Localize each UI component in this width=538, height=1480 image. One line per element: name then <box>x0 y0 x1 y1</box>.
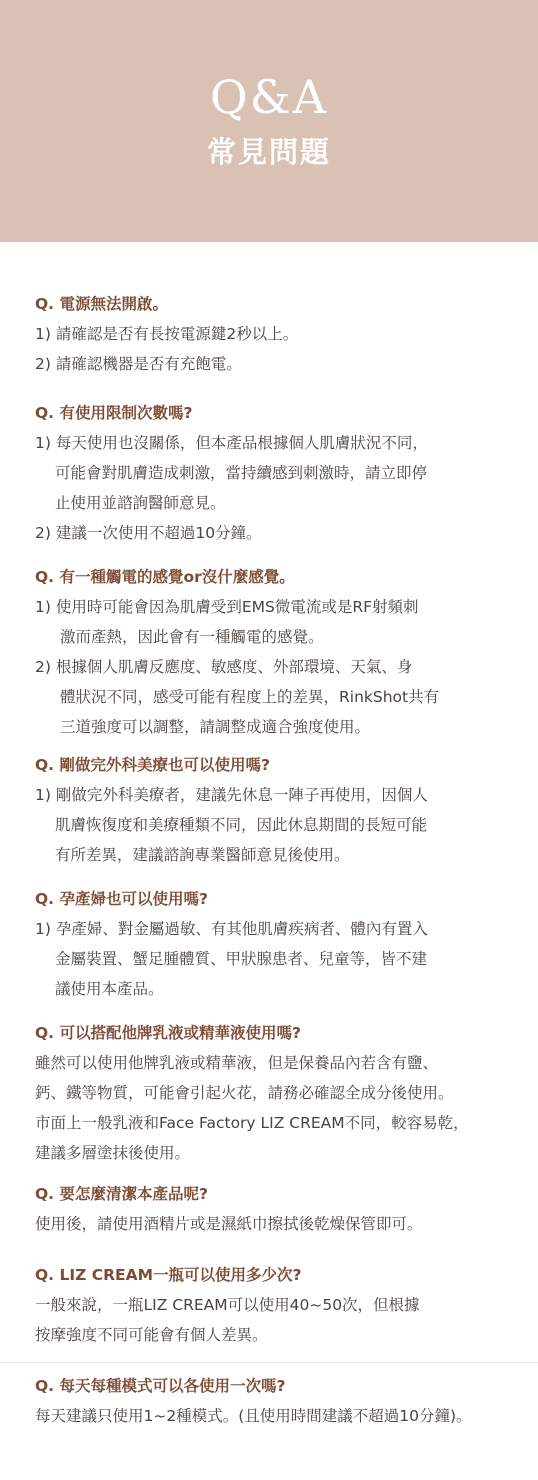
faq-answer-line: 2) 根據個人肌膚反應度、敏感度、外部環境、天氣、身 <box>35 658 413 676</box>
faq-answer-line: 激而產熱，因此會有一種觸電的感覺。 <box>60 628 324 646</box>
faq-answer-line: 鈣、鐵等物質，可能會引起火花，請務必確認全成分後使用。 <box>35 1084 454 1102</box>
page-subtitle: 常見問題 <box>206 135 331 169</box>
faq-question: Q. LIZ CREAM一瓶可以使用多少次? <box>35 1266 302 1284</box>
faq-item-other-products <box>35 1023 535 1163</box>
faq-answer-line: 三道強度可以調整，請調整成適合強度使用。 <box>60 718 371 736</box>
faq-answer-line: 1) 使用時可能會因為肌膚受到EMS微電流或是RF射頻刺 <box>35 598 419 616</box>
faq-item-power <box>35 294 535 374</box>
faq-question: Q. 每天每種模式可以各使用一次嗎? <box>35 1377 286 1395</box>
faq-answer-line: 1) 剛做完外科美療者，建議先休息一陣子再使用，因個人 <box>35 786 428 804</box>
faq-item-modes-per-day <box>35 1376 535 1426</box>
faq-item-sensation <box>35 567 535 737</box>
header-banner <box>0 0 538 242</box>
faq-question: Q. 可以搭配他牌乳液或精華液使用嗎? <box>35 1024 301 1042</box>
faq-answer-line: 1) 每天使用也沒關係，但本產品根據個人肌膚狀況不同， <box>35 434 428 452</box>
faq-answer-line: 議使用本產品。 <box>55 980 164 998</box>
faq-item-cleaning <box>35 1184 535 1234</box>
faq-answer-line: 止使用並諮詢醫師意見。 <box>55 494 226 512</box>
divider <box>0 1362 538 1363</box>
faq-item-after-treatment <box>35 755 535 865</box>
faq-item-uses-per-bottle <box>35 1265 535 1345</box>
faq-question: Q. 孕產婦也可以使用嗎? <box>35 890 208 908</box>
faq-answer-line: 2) 建議一次使用不超過10分鐘。 <box>35 524 262 542</box>
faq-answer-line: 2) 請確認機器是否有充飽電。 <box>35 355 242 373</box>
faq-answer-line: 1) 孕產婦、對金屬過敏、有其他肌膚疾病者、體內有置入 <box>35 920 428 938</box>
faq-answer-line: 按摩強度不同可能會有個人差異。 <box>35 1326 268 1344</box>
faq-answer-line: 市面上一般乳液和Face Factory LIZ CREAM不同，較容易乾， <box>35 1114 469 1132</box>
faq-answer-line: 可能會對肌膚造成刺激，當持續感到刺激時，請立即停 <box>55 464 428 482</box>
faq-question: Q. 有一種觸電的感覺or沒什麼感覺。 <box>35 568 295 586</box>
faq-answer-line: 每天建議只使用1~2種模式。(且使用時間建議不超過10分鐘)。 <box>35 1407 472 1425</box>
faq-item-pregnancy <box>35 889 535 999</box>
page-title: Q&A <box>210 70 328 124</box>
faq-answer-line: 體狀況不同，感受可能有程度上的差異，RinkShot共有 <box>60 688 440 706</box>
faq-answer-line: 有所差異，建議諮詢專業醫師意見後使用。 <box>55 846 350 864</box>
faq-answer-line: 一般來說，一瓶LIZ CREAM可以使用40~50次，但根據 <box>35 1296 420 1314</box>
faq-answer-line: 建議多層塗抹後使用。 <box>35 1144 191 1162</box>
faq-answer-line: 使用後，請使用酒精片或是濕紙巾擦拭後乾燥保管即可。 <box>35 1215 423 1233</box>
faq-item-usage-limit <box>35 403 535 543</box>
faq-question: Q. 要怎麼清潔本產品呢? <box>35 1185 208 1203</box>
faq-answer-line: 1) 請確認是否有長按電源鍵2秒以上。 <box>35 325 299 343</box>
faq-question: Q. 有使用限制次數嗎? <box>35 404 193 422</box>
faq-answer-line: 雖然可以使用他牌乳液或精華液，但是保養品內若含有鹽、 <box>35 1054 439 1072</box>
faq-answer-line: 金屬裝置、蟹足腫體質、甲狀腺患者、兒童等，皆不建 <box>55 950 428 968</box>
faq-question: Q. 剛做完外科美療也可以使用嗎? <box>35 756 270 774</box>
faq-answer-line: 肌膚恢復度和美療種類不同，因此休息期間的長短可能 <box>55 816 428 834</box>
faq-question: Q. 電源無法開啟。 <box>35 295 168 313</box>
